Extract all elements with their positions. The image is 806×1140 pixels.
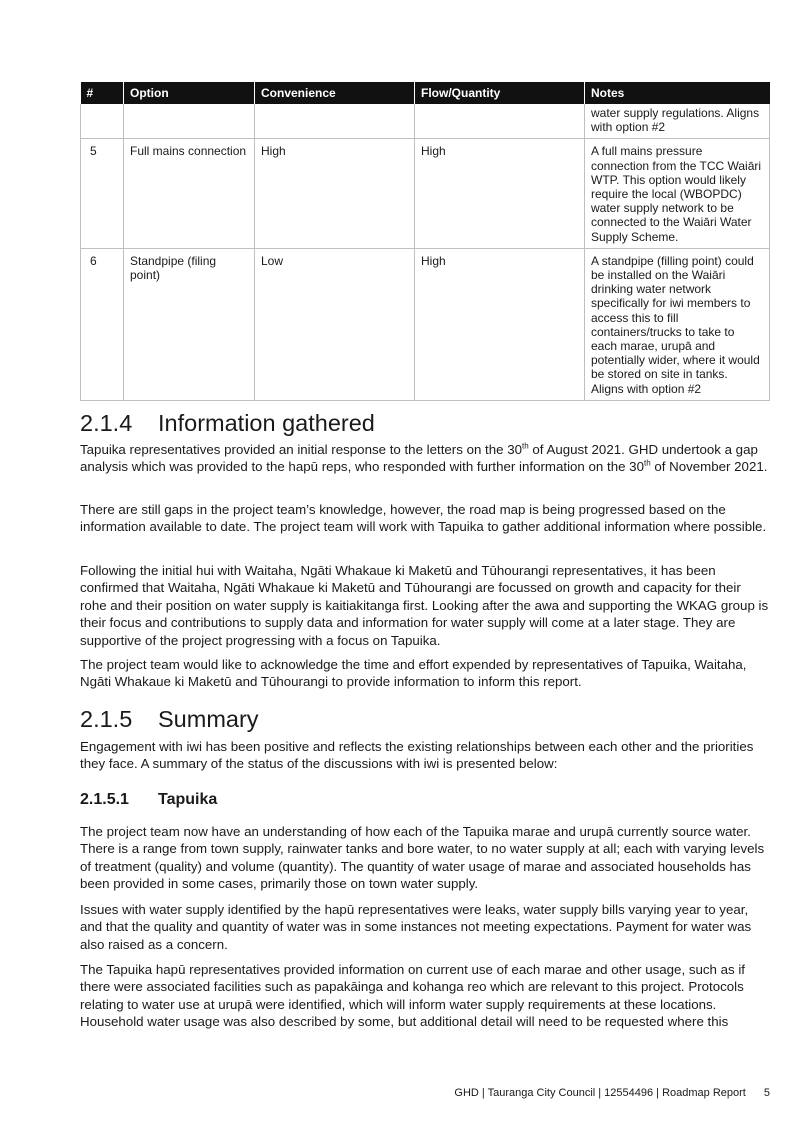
page-number: 5	[763, 1087, 770, 1099]
superscript: th	[522, 441, 529, 451]
table-row	[81, 248, 770, 400]
heading-number: 2.1.5	[80, 706, 133, 732]
header-number: #	[81, 82, 124, 104]
header-flow-quantity: Flow/Quantity	[415, 82, 585, 104]
heading-summary	[80, 705, 259, 733]
cell-number	[81, 104, 124, 139]
cell-flow	[415, 104, 585, 139]
cell-notes: A full mains pressure connection from the TCC Waiāri WTP. This option would likely require the local (WBOPDC) water supply network to be connected to the Waiāri Water Supply Scheme.	[585, 139, 770, 248]
cell-option: Standpipe (filing point)	[124, 248, 255, 400]
header-option: Option	[124, 82, 255, 104]
footer-text: GHD | Tauranga City Council | 12554496 | Roadmap Report	[454, 1087, 746, 1099]
cell-option	[124, 104, 255, 139]
paragraph: The Tapuika hapū representatives provided information on current use of each marae and other usage, such as if there were associated facilities such as papakāinga and kohanga reo which are relevant to this project. Protocols relating to water use at urupā were identified, which will inform water supply requirements at these locations. Household water usage was also described by some, but additional detail will need to be requested where this	[80, 962, 745, 1030]
cell-convenience: High	[255, 139, 415, 248]
header-notes: Notes	[585, 82, 770, 104]
paragraph-text: Tapuika representatives provided an initial response to the letters on the 30	[80, 442, 523, 457]
header-convenience: Convenience	[255, 82, 415, 104]
heading-title: Summary	[158, 706, 259, 732]
superscript: th	[643, 458, 651, 468]
paragraph	[80, 441, 770, 476]
paragraph-text: of August 2021. GHD undertook a gap analysis which was provided to the hapū reps, who responded with further information on the 30	[80, 442, 758, 475]
cell-flow: High	[415, 248, 585, 400]
cell-number: 6	[81, 248, 124, 400]
cell-convenience: Low	[255, 248, 415, 400]
cell-number: 5	[81, 139, 124, 248]
heading-tapuika	[80, 790, 217, 810]
paragraph-text: of November 2021.	[650, 459, 768, 475]
cell-notes: water supply regulations. Aligns with option #2	[585, 104, 770, 139]
heading-information-gathered	[80, 409, 375, 437]
page-footer	[80, 1087, 770, 1099]
heading-title: Information gathered	[158, 410, 375, 436]
paragraph: The project team now have an understanding of how each of the Tapuika marae and urupā currently source water. There is a range from town supply, rainwater tanks and bore water, to no water supply at all; each with varying levels of treatment (quality) and volume (quantity). The quantity of water usage of marae and associated households has been provided in some cases, primarily those on town water supply.	[80, 824, 765, 892]
cell-flow: High	[415, 139, 585, 248]
heading-number: 2.1.5.1	[80, 791, 129, 808]
heading-number: 2.1.4	[80, 410, 133, 436]
paragraph: Engagement with iwi has been positive and reflects the existing relationships between each other and the priorities they face. A summary of the status of the discussions with iwi is presented below:	[80, 739, 754, 772]
cell-option: Full mains connection	[124, 139, 255, 248]
heading-title: Tapuika	[158, 791, 218, 808]
paragraph: Issues with water supply identified by the hapū representatives were leaks, water supply bills varying year to year, and that the quality and quantity of water was in some instances not meeting expectations. Payment for water was also raised as a concern.	[80, 902, 752, 952]
table-row	[81, 104, 770, 139]
cell-convenience	[255, 104, 415, 139]
options-table	[80, 82, 770, 401]
table-header-row	[81, 82, 770, 104]
paragraph: Following the initial hui with Waitaha, Ngāti Whakaue ki Maketū and Tūhourangi representatives, it has been confirmed that Waitaha, Ngāti Whakaue ki Maketū and Tūhourangi are focussed on growth and capacity for their rohe and their position on water supply is kaitiakitanga first. Looking after the awa and supporting the WKAG group is their focus and contributions to supply data and information for water supply will come at a later stage. They are supportive of the project progressing with a focus on Tapuika.	[80, 563, 769, 648]
paragraph: There are still gaps in the project team’s knowledge, however, the road map is being progressed based on the information available to date. The project team will work with Tapuika to gather additional information where possible.	[80, 502, 767, 535]
table-row	[81, 139, 770, 248]
paragraph: The project team would like to acknowledge the time and effort expended by representatives of Tapuika, Waitaha, Ngāti Whakaue ki Maketū and Tūhourangi to provide information to inform this report.	[80, 657, 747, 690]
cell-notes: A standpipe (filling point) could be installed on the Waiāri drinking water network specifically for iwi members to access this to fill containers/trucks to take to each marae, urupā and potentially wider, where it would be stored on site in tanks. Aligns with option #2	[585, 248, 770, 400]
